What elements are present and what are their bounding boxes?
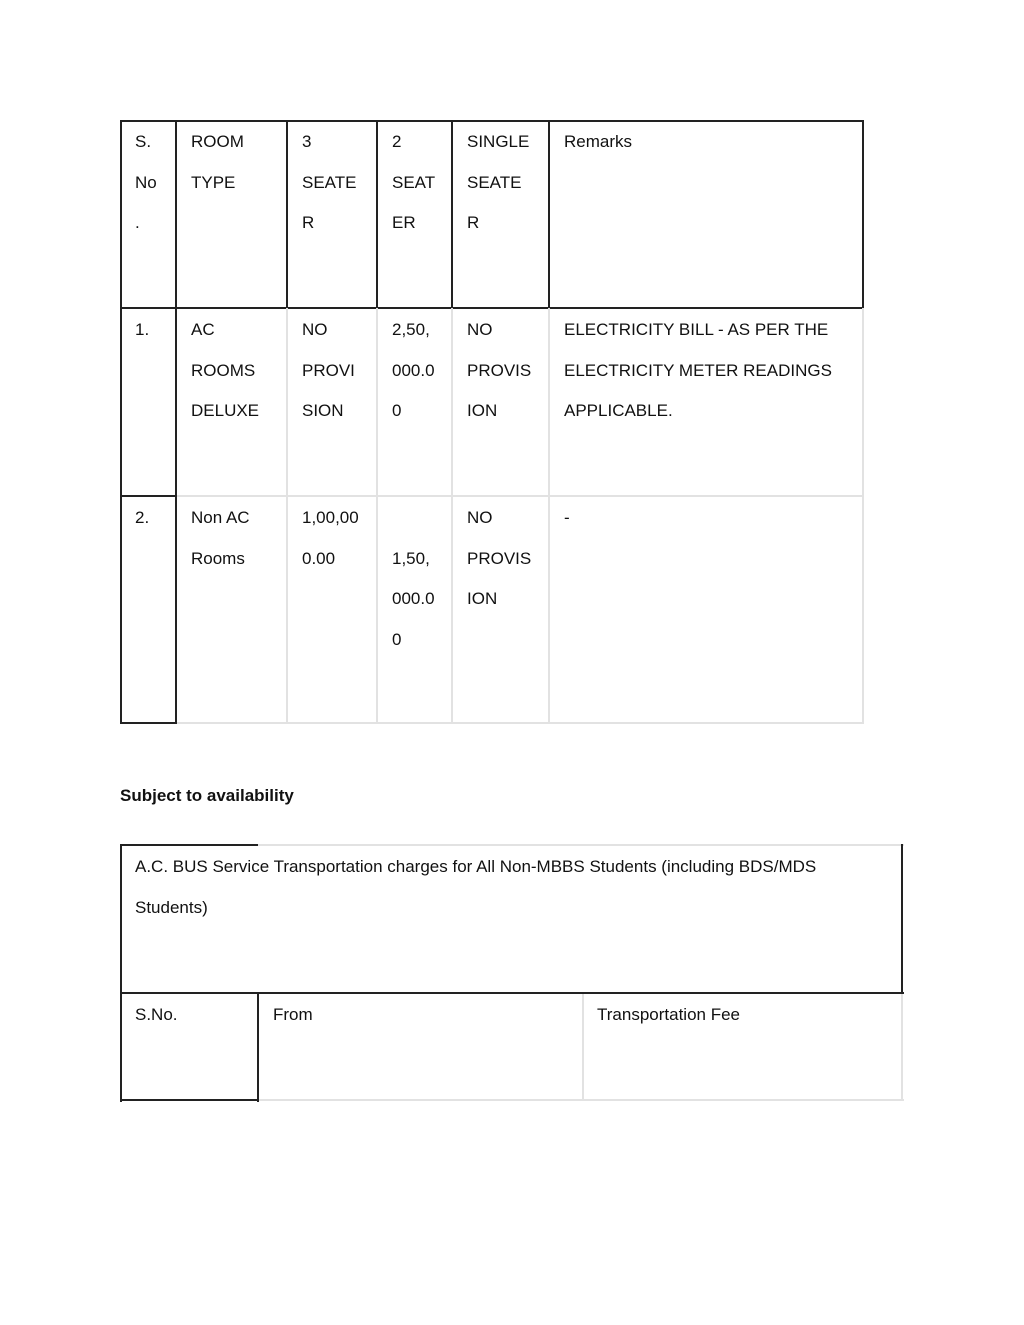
table-border (120, 844, 258, 846)
header-cell-3-seater: 3 SEATE R (302, 132, 357, 232)
row-cell-2-seater: 1,50, 000.0 0 (392, 548, 435, 649)
table-border (175, 120, 177, 724)
table-border (120, 495, 177, 497)
table-border (548, 308, 550, 724)
table-border (258, 844, 904, 846)
bus-header-cell-from: From (273, 1005, 313, 1024)
table-border (257, 992, 259, 1102)
table-border (376, 308, 378, 724)
table-row (120, 308, 864, 496)
header-cell-remarks: Remarks (564, 132, 633, 151)
table-border (862, 308, 864, 724)
table-border (286, 120, 288, 308)
row-cell-remarks: - (564, 508, 570, 527)
bus-header-cell-fee: Transportation Fee (597, 1005, 740, 1024)
table-border (376, 120, 378, 308)
table-border (548, 120, 550, 308)
table-border (286, 308, 288, 724)
table-border (120, 722, 177, 724)
table-border (451, 308, 453, 724)
room-fee-table (120, 120, 864, 724)
row-cell-single-seater: NO PROVIS ION (467, 508, 532, 608)
header-cell-sno: S. No . (135, 132, 157, 232)
row-cell-sno: 1. (135, 320, 150, 339)
availability-note: Subject to availability (120, 786, 294, 805)
row-cell-room-type: AC ROOMS DELUXE (191, 320, 260, 420)
table-row (120, 496, 864, 724)
table-border (901, 844, 903, 994)
bus-transport-table (120, 844, 904, 1102)
table-border (120, 992, 904, 994)
header-cell-room-type: ROOM TYPE (191, 132, 244, 192)
table-border (177, 495, 864, 497)
row-cell-sno: 2. (135, 508, 150, 527)
table-border (582, 994, 584, 1101)
table-border (120, 1099, 259, 1101)
row-cell-2-seater: 2,50, 000.0 0 (392, 320, 435, 420)
table-border (120, 120, 122, 724)
table-border (120, 844, 122, 1102)
table-border (862, 120, 864, 308)
bus-table-heading: A.C. BUS Service Transportation charges for All Non-MBBS Students (including BDS/MDS Students) (135, 857, 817, 917)
table-border (901, 994, 903, 1101)
table-border (177, 722, 864, 724)
table-header-row (120, 120, 864, 308)
row-cell-room-type: Non AC Rooms (191, 508, 250, 568)
table-border (120, 120, 864, 122)
table-border (120, 307, 864, 309)
row-cell-3-seater: 1,00,00 0.00 (302, 508, 359, 568)
bus-header-cell-sno: S.No. (135, 1005, 178, 1024)
row-cell-3-seater: NO PROVI SION (302, 320, 355, 420)
row-cell-single-seater: NO PROVIS ION (467, 320, 532, 420)
row-cell-remarks: ELECTRICITY BILL - AS PER THE ELECTRICITY METER READINGS APPLICABLE. (564, 320, 832, 420)
table-border (451, 120, 453, 308)
header-cell-single-seater: SINGLE SEATE R (467, 132, 530, 232)
header-cell-2-seater: 2 SEAT ER (392, 132, 436, 232)
